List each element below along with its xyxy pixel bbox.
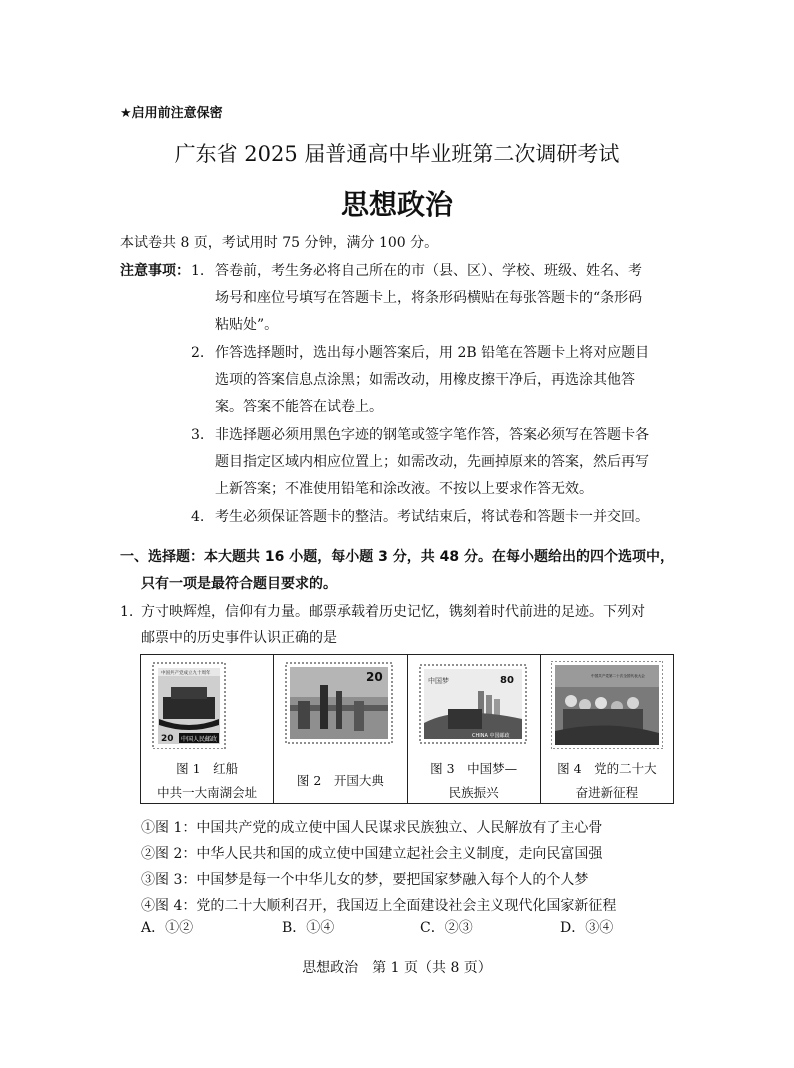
figure-caption: 图 2 开国大典 xyxy=(296,773,384,788)
founding-ceremony-stamp-image xyxy=(284,661,396,749)
notice-number: 3. xyxy=(191,427,205,443)
stamp-denomination: 20 xyxy=(366,670,383,684)
china-dream-stamp-image xyxy=(418,661,530,749)
statement-4: ④图 4：党的二十大顺利召开，我国迈上全面建设社会主义现代化国家新征程 xyxy=(141,898,617,914)
figure-caption-sub: 奋进新征程 xyxy=(575,785,639,800)
confidential-mark: ★启用前注意保密 xyxy=(120,106,223,121)
statement-2: ②图 2：中华人民共和国的成立使中国建立起社会主义制度，走向民富国强 xyxy=(141,846,603,862)
exam-title: 广东省 2025 届普通高中毕业班第二次调研考试 xyxy=(174,142,620,166)
notice-line: 题目指定区域内相应位置上；如需改动，先画掉原来的答案，然后再写 xyxy=(215,454,649,470)
section-heading-cont: 只有一项是最符合题目要求的。 xyxy=(141,576,337,592)
statement-3: ③图 3：中国梦是每一个中华儿女的梦，要把国家梦融入每个人的个人梦 xyxy=(141,872,589,888)
figure-cell-4 xyxy=(541,655,673,803)
option-a: A．①② xyxy=(141,920,194,936)
question-stem-cont: 邮票中的历史事件认识正确的是 xyxy=(141,630,337,646)
party-congress-stamp-image xyxy=(551,661,663,749)
stamp-denomination: 80 xyxy=(499,675,514,686)
stamp-issuer: CHINA 中国邮政 xyxy=(471,733,509,739)
figure-caption: 图 1 红船 xyxy=(176,761,239,776)
notice-line: 选项的答案信息点涂黑；如需改动，用橡皮擦干净后，再选涂其他答 xyxy=(215,372,635,388)
question-number: 1. xyxy=(120,604,134,620)
stamp-figure-table xyxy=(140,654,674,804)
notice-line: 粘贴处”。 xyxy=(215,317,279,333)
figure-cell-3 xyxy=(408,655,541,803)
stamp-issuer: 中国人民邮政 xyxy=(181,736,218,743)
figure-caption: 图 3 中国梦— xyxy=(430,761,518,776)
notice-number: 2. xyxy=(191,345,205,361)
subject-title: 思想政治 xyxy=(340,188,453,221)
stamp-denomination: 20 xyxy=(161,734,174,744)
stamp-title-text: 中国共产党成立九十周年 xyxy=(161,671,211,676)
figure-caption-sub: 中共一大南湖会址 xyxy=(157,785,258,800)
notice-line: 上新答案；不准使用铅笔和涂改液。不按以上要求作答无效。 xyxy=(215,481,593,497)
stamp-title-text: 中国共产党第二十次全国代表大会 xyxy=(590,674,645,678)
section-heading: 一、选择题：本大题共 16 小题，每小题 3 分，共 48 分。在每小题给出的四个选项中， xyxy=(120,549,674,565)
exam-intro: 本试卷共 8 页，考试用时 75 分钟，满分 100 分。 xyxy=(120,235,439,251)
statement-1: ①图 1：中国共产党的成立使中国人民谋求民族独立、人民解放有了主心骨 xyxy=(141,820,603,836)
stamp-title-text: 中国梦 xyxy=(427,677,449,685)
red-boat-stamp-image xyxy=(151,661,263,749)
notice-line: 场号和座位号填写在答题卡上，将条形码横贴在每张答题卡的“条形码 xyxy=(215,290,643,306)
figure-cell-2 xyxy=(274,655,407,803)
notice-line: 作答选择题时，选出每小题答案后，用 2B 铅笔在答题卡上将对应题目 xyxy=(215,345,650,361)
page-footer: 思想政治 第 1 页（共 8 页） xyxy=(302,960,492,976)
option-c: C．②③ xyxy=(420,920,473,936)
notice-line: 非选择题必须用黑色字迹的钢笔或签字笔作答，答案必须写在答题卡各 xyxy=(215,427,649,443)
question-stem: 方寸映辉煌，信仰有力量。邮票承载着历史记忆，镌刻着时代前进的足迹。下列对 xyxy=(141,604,645,620)
figure-caption-sub: 民族振兴 xyxy=(448,785,499,800)
notice-line: 考生必须保证答题卡的整洁。考试结束后，将试卷和答题卡一并交回。 xyxy=(215,509,649,525)
notice-line: 答卷前，考生务必将自己所在的市（县、区）、学校、班级、姓名、考 xyxy=(215,263,642,279)
option-d: D．③④ xyxy=(560,920,614,936)
notice-line: 案。答案不能答在试卷上。 xyxy=(215,399,383,415)
notice-number: 1. xyxy=(191,263,205,279)
notice-number: 4. xyxy=(191,509,205,525)
figure-caption: 图 4 党的二十大 xyxy=(557,761,657,776)
option-b: B．①④ xyxy=(282,920,335,936)
figure-cell-1 xyxy=(141,655,274,803)
notice-label: 注意事项： xyxy=(120,263,190,279)
